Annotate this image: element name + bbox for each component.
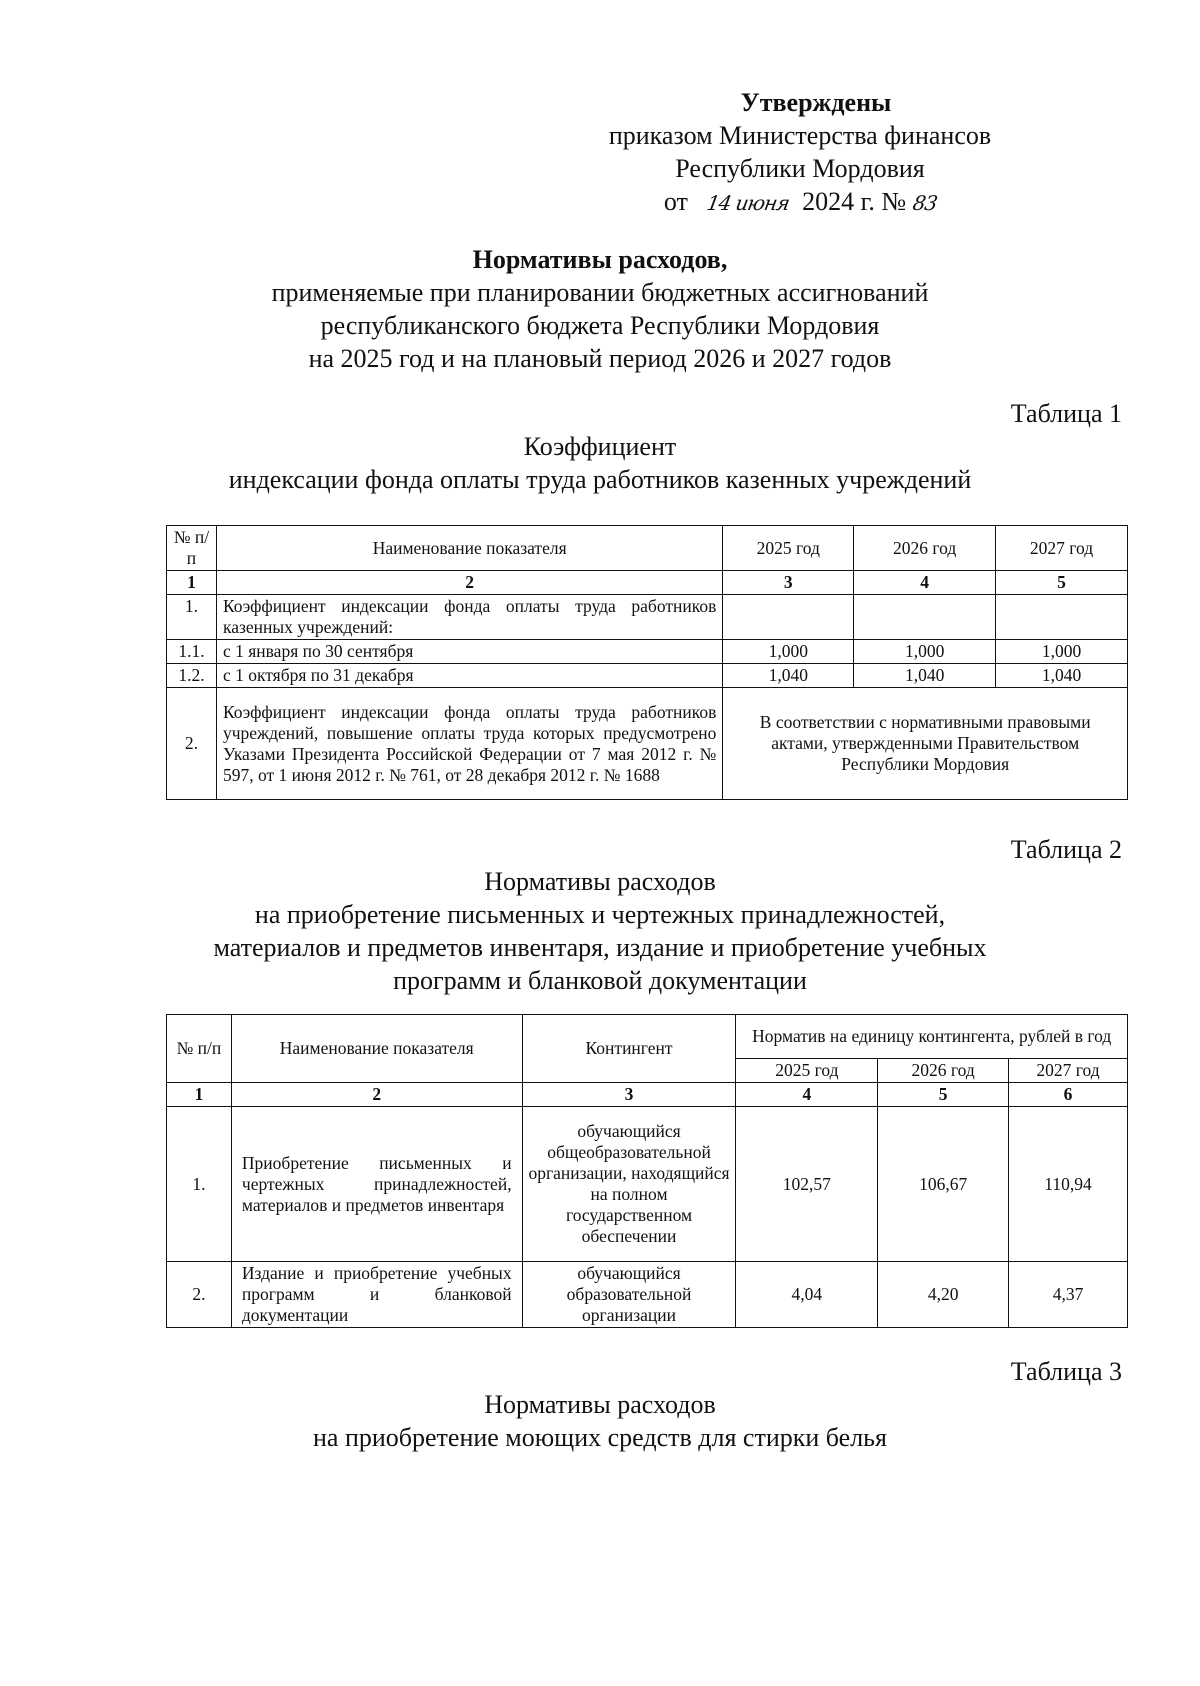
table2-colnum: 3 (522, 1083, 736, 1107)
table1-header-2025: 2025 год (723, 526, 854, 571)
table-row (167, 1262, 1128, 1328)
table2-colnum-row (167, 1083, 1128, 1107)
document-subtitle-1: применяемые при планировании бюджетных ассигнований (271, 278, 929, 307)
table1-colnum-row (167, 571, 1128, 595)
table2-colnum: 5 (878, 1083, 1009, 1107)
table1-colnum: 5 (996, 571, 1128, 595)
table2-header-norm: Норматив на единицу контингента, рублей в год (736, 1015, 1128, 1059)
approval-line-1: приказом Министерства финансов (608, 121, 992, 150)
table2-title-4: программ и бланковой документации (393, 966, 807, 995)
table1-row-2025 (723, 595, 854, 640)
table2-header-num: № п/п (167, 1015, 232, 1083)
table3-heading (0, 1388, 1200, 1454)
table2-heading (0, 865, 1200, 997)
table1-row-num: 1. (167, 595, 217, 640)
table2-row-2027: 110,94 (1009, 1107, 1128, 1262)
table2-colnum: 1 (167, 1083, 232, 1107)
table1-colnum: 1 (167, 571, 217, 595)
table2-row-num: 2. (167, 1262, 232, 1328)
table2-row-2027: 4,37 (1009, 1262, 1128, 1328)
approval-ot: от (663, 187, 688, 216)
table1-title-1: Коэффициент (523, 432, 677, 461)
table2-header-row (167, 1015, 1128, 1059)
table1-row-2027: 1,040 (996, 664, 1128, 688)
table2-header-contingent: Контингент (522, 1015, 736, 1083)
table2-row-contingent: обучающийся общеобразовательной организации, находящийся на полном государственном обеспечении (522, 1107, 736, 1262)
table1-row-num: 2. (167, 688, 217, 800)
approval-block (570, 86, 1030, 220)
table2-row-num: 1. (167, 1107, 232, 1262)
table1-title-2: индексации фонда оплаты труда работников казенных учреждений (228, 465, 972, 494)
table1-row-2027: 1,000 (996, 640, 1128, 664)
table1-header-2026: 2026 год (854, 526, 996, 571)
approval-year: 2024 г. № (802, 187, 907, 216)
table1-header-num: № п/п (167, 526, 217, 571)
handwritten-date: 14 июня (705, 191, 792, 215)
table2-header-2026: 2026 год (878, 1059, 1009, 1083)
table2-header-name: Наименование показателя (231, 1015, 522, 1083)
handwritten-number: 83 (910, 191, 939, 215)
table1 (166, 525, 1128, 800)
table2-row-2025: 102,57 (736, 1107, 878, 1262)
table-row (167, 664, 1128, 688)
table2-title-2: на приобретение письменных и чертежных принадлежностей, (254, 900, 946, 929)
table-row (167, 1107, 1128, 1262)
table1-row-2027 (996, 595, 1128, 640)
document-heading (0, 243, 1200, 375)
table2-header-2027: 2027 год (1009, 1059, 1128, 1083)
table1-row-name: с 1 октября по 31 декабря (216, 664, 722, 688)
table1-row-name: Коэффициент индексации фонда оплаты труда работников учреждений, повышение оплаты труда которых предусмотрено Указами Президента Российской Федерации от 7 мая 2012 г. № 597, от 1 июня 2012 г. № 761, от 28 декабря 2012 г. № 1688 (216, 688, 722, 800)
table2 (166, 1014, 1128, 1328)
table2-row-contingent: обучающийся образовательной организации (522, 1262, 736, 1328)
table1-row-num: 1.2. (167, 664, 217, 688)
table3-title-2: на приобретение моющих средств для стирки белья (312, 1423, 888, 1452)
table-row (167, 595, 1128, 640)
table-row (167, 688, 1128, 800)
table1-row-2026: 1,000 (854, 640, 996, 664)
table2-title-1: Нормативы расходов (484, 867, 716, 896)
table1-heading (0, 430, 1200, 496)
table1-colnum: 2 (216, 571, 722, 595)
table1-colnum: 3 (723, 571, 854, 595)
document-subtitle-3: на 2025 год и на плановый период 2026 и 2027 годов (308, 344, 892, 373)
table2-header-2025: 2025 год (736, 1059, 878, 1083)
table1-row-num: 1.1. (167, 640, 217, 664)
table1-row-merged: В соответствии с нормативными правовыми актами, утвержденными Правительством Республики Мордовия (723, 688, 1128, 800)
table3-title-1: Нормативы расходов (484, 1390, 716, 1419)
approval-title: Утверждены (740, 88, 892, 117)
table1-row-name: Коэффициент индексации фонда оплаты труда работников казенных учреждений: (216, 595, 722, 640)
table2-row-name: Приобретение письменных и чертежных принадлежностей, материалов и предметов инвентаря (231, 1107, 522, 1262)
table1-label: Таблица 1 (1010, 399, 1122, 428)
table2-colnum: 2 (231, 1083, 522, 1107)
approval-date-line (570, 185, 1030, 220)
table2-title-3: материалов и предметов инвентаря, издание и приобретение учебных (213, 933, 987, 962)
table1-row-2026 (854, 595, 996, 640)
table1-header-2027: 2027 год (996, 526, 1128, 571)
table1-header-name: Наименование показателя (216, 526, 722, 571)
document-subtitle-2: республиканского бюджета Республики Мордовия (320, 311, 880, 340)
table3-label: Таблица 3 (1010, 1357, 1122, 1386)
table1-row-name: с 1 января по 30 сентября (216, 640, 722, 664)
table1-header-row (167, 526, 1128, 571)
table1-row-2025: 1,000 (723, 640, 854, 664)
table2-row-name: Издание и приобретение учебных программ и бланковой документации (231, 1262, 522, 1328)
table2-row-2025: 4,04 (736, 1262, 878, 1328)
table2-colnum: 4 (736, 1083, 878, 1107)
table1-colnum: 4 (854, 571, 996, 595)
table2-colnum: 6 (1009, 1083, 1128, 1107)
table-row (167, 640, 1128, 664)
table1-row-2026: 1,040 (854, 664, 996, 688)
approval-line-2: Республики Мордовия (675, 154, 925, 183)
table2-row-2026: 4,20 (878, 1262, 1009, 1328)
table2-row-2026: 106,67 (878, 1107, 1009, 1262)
table2-label: Таблица 2 (1010, 835, 1122, 864)
document-title: Нормативы расходов, (472, 245, 728, 274)
table1-row-2025: 1,040 (723, 664, 854, 688)
